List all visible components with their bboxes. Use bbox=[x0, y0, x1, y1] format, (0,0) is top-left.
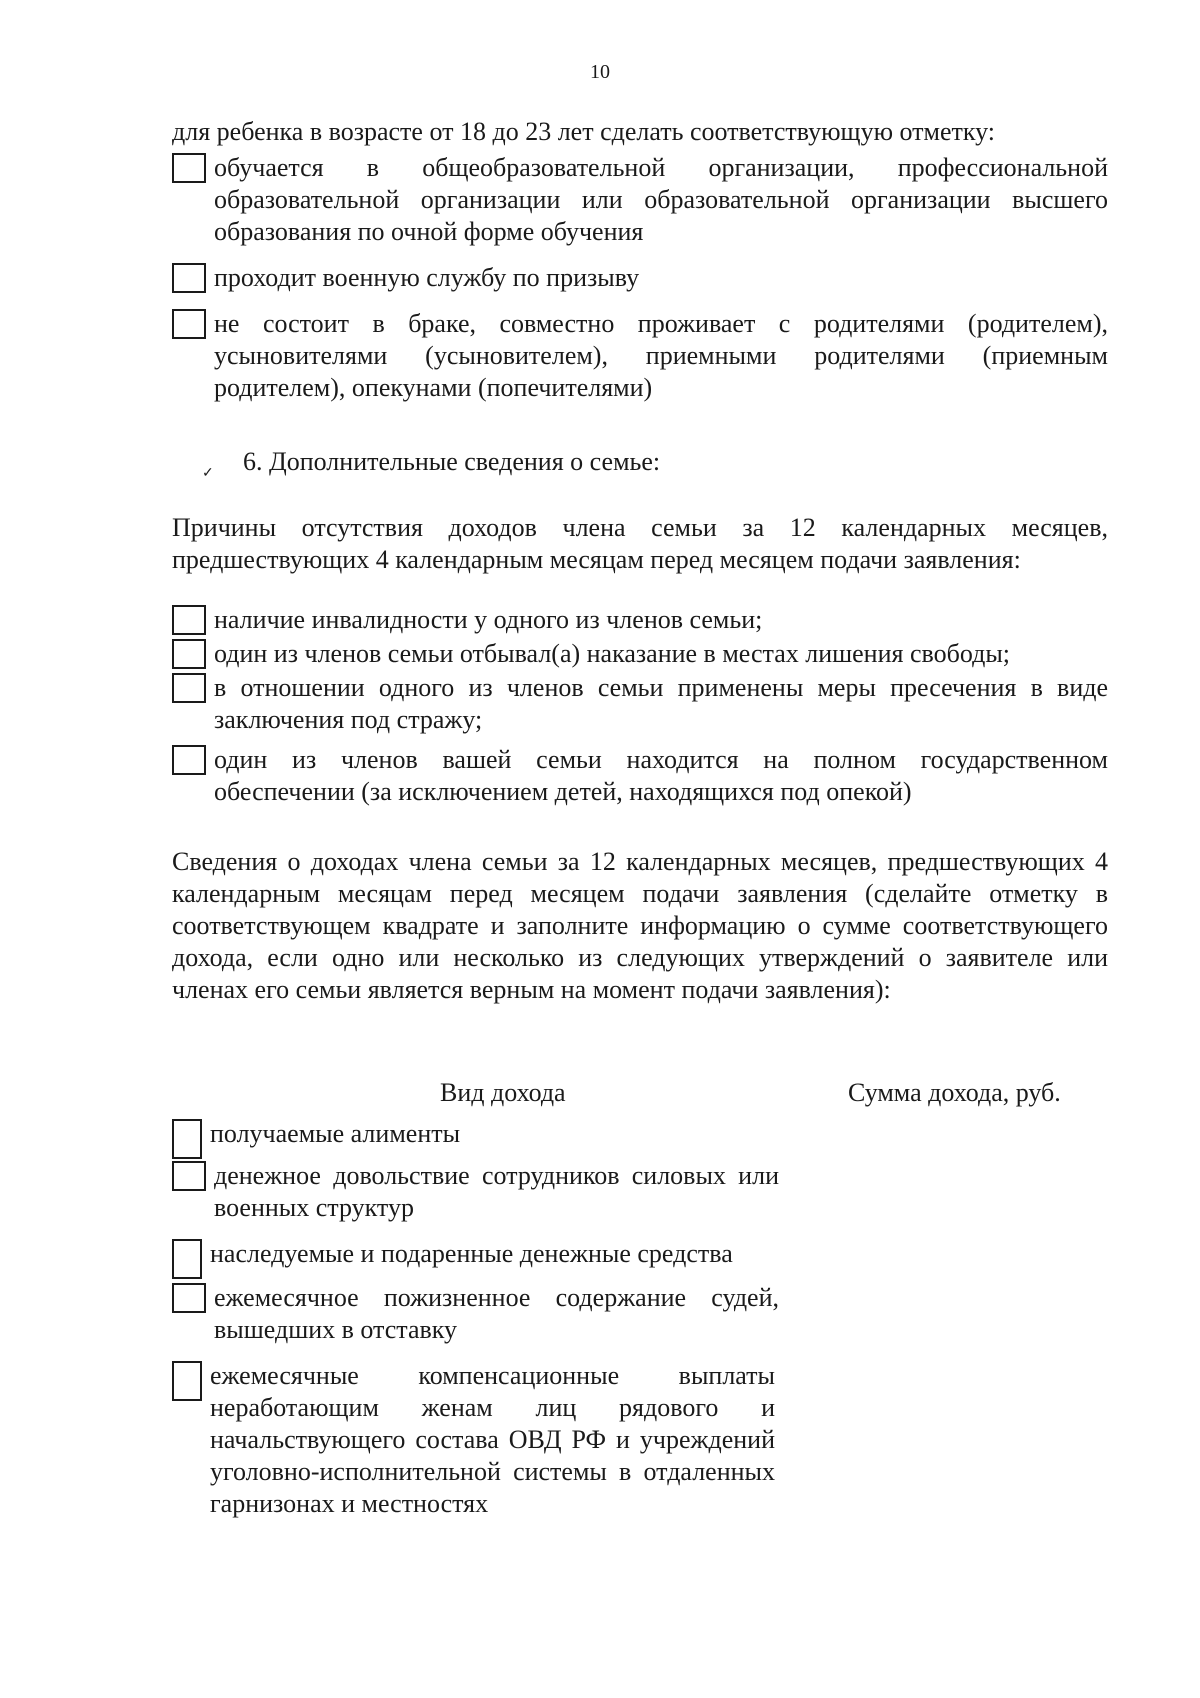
income-amount-column-header: Сумма дохода, руб. bbox=[848, 1078, 1061, 1107]
checkbox[interactable] bbox=[172, 1161, 206, 1191]
income-type-label: получаемые алименты bbox=[210, 1119, 461, 1148]
income-type-label: ежемесячные компенсационные выплаты неработающим женам лиц рядового и начальствующего состава ОВД РФ и учреждений уголовно-исполнительной системы в отдаленных гарнизонах и местностях bbox=[210, 1361, 775, 1518]
no-income-reason-state-support[interactable] bbox=[172, 744, 1108, 808]
page-number: 10 bbox=[590, 61, 610, 83]
income-type-label: денежное довольствие сотрудников силовых или военных структур bbox=[214, 1161, 779, 1222]
child-option-military-service[interactable] bbox=[172, 262, 1108, 294]
checkbox[interactable] bbox=[172, 605, 206, 635]
section-6-heading: 6. Дополнительные сведения о семье: bbox=[243, 447, 661, 476]
child-option-studying[interactable] bbox=[172, 152, 1108, 248]
checkbox[interactable] bbox=[172, 309, 206, 339]
income-type-label: ежемесячное пожизненное содержание судей, вышедших в отставку bbox=[214, 1283, 779, 1344]
income-row-military-allowance[interactable] bbox=[172, 1160, 779, 1224]
option-label: обучается в общеобразовательной организации, профессиональной образовательной организации или образовательной организации высшего образования по очной форме обучения bbox=[214, 153, 1108, 246]
income-row-inherited-gifted-funds[interactable] bbox=[172, 1238, 775, 1279]
no-income-reason-imprisonment[interactable] bbox=[172, 638, 1108, 670]
option-label: один из членов семьи отбывал(а) наказание в местах лишения свободы; bbox=[214, 639, 1011, 668]
option-label: проходит военную службу по призыву bbox=[214, 263, 640, 292]
income-type-column-header: Вид дохода bbox=[440, 1078, 566, 1107]
option-label: не состоит в браке, совместно проживает с родителями (родителем), усыновителями (усыновителем), приемными родителями (приемным родителем), опекунами (попечителями) bbox=[214, 309, 1108, 402]
child-option-unmarried-lives-with-parents[interactable] bbox=[172, 308, 1108, 404]
tick-mark: ✓ bbox=[202, 466, 214, 481]
checkbox[interactable] bbox=[172, 1119, 202, 1159]
checkbox[interactable] bbox=[172, 639, 206, 669]
income-row-compensation-payments[interactable] bbox=[172, 1360, 775, 1520]
checkbox[interactable] bbox=[172, 1361, 202, 1401]
no-income-intro: Причины отсутствия доходов члена семьи за 12 календарных месяцев, предшествующих 4 календарным месяцам перед месяцем подачи заявления: bbox=[172, 513, 1108, 574]
no-income-reason-custody[interactable] bbox=[172, 672, 1108, 736]
option-label: в отношении одного из членов семьи применены меры пресечения в виде заключения под стражу; bbox=[214, 673, 1108, 734]
income-type-label: наследуемые и подаренные денежные средства bbox=[210, 1239, 733, 1268]
option-label: один из членов вашей семьи находится на полном государственном обеспечении (за исключением детей, находящихся под опекой) bbox=[214, 745, 1108, 806]
checkbox[interactable] bbox=[172, 673, 206, 703]
income-row-retired-judges[interactable] bbox=[172, 1282, 779, 1346]
checkbox[interactable] bbox=[172, 153, 206, 183]
option-label: наличие инвалидности у одного из членов семьи; bbox=[214, 605, 763, 634]
income-row-alimony[interactable] bbox=[172, 1118, 775, 1159]
no-income-reason-disability[interactable] bbox=[172, 604, 1108, 636]
checkbox[interactable] bbox=[172, 745, 206, 775]
income-intro: Сведения о доходах члена семьи за 12 календарных месяцев, предшествующих 4 календарным месяцам перед месяцем подачи заявления (сделайте отметку в соответствующем квадрате и заполните информацию о сумме соответствующего дохода, если одно или несколько из следующих утверждений о заявителе или членах его семьи является верным на момент подачи заявления): bbox=[172, 847, 1108, 1004]
checkbox[interactable] bbox=[172, 1283, 206, 1313]
checkbox[interactable] bbox=[172, 1239, 202, 1279]
child-section-intro: для ребенка в возрасте от 18 до 23 лет сделать соответствующую отметку: bbox=[172, 117, 996, 146]
checkbox[interactable] bbox=[172, 263, 206, 293]
